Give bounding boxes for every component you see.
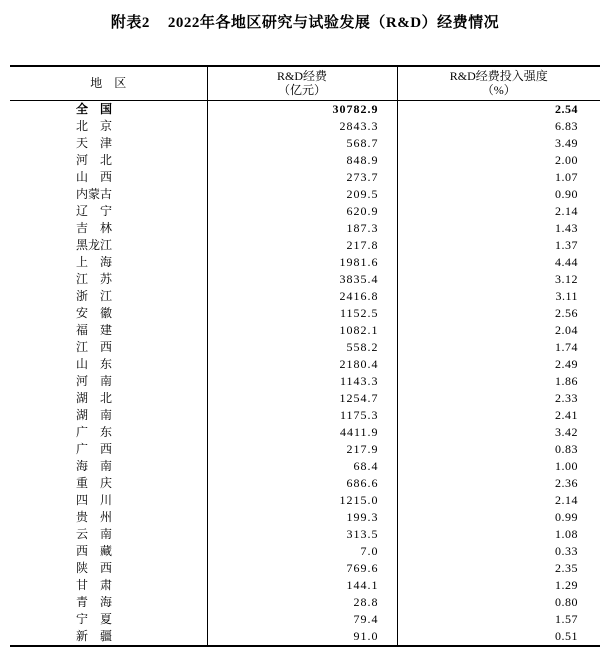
region-cell <box>10 441 207 458</box>
expenditure-cell: 1143.3 <box>207 373 397 390</box>
rd-expenditure-table <box>10 65 600 647</box>
table-row <box>10 560 600 577</box>
intensity-cell: 0.90 <box>397 186 600 203</box>
expenditure-cell: 686.6 <box>207 475 397 492</box>
intensity-cell: 2.36 <box>397 475 600 492</box>
region-cell <box>10 373 207 390</box>
table-row <box>10 220 600 237</box>
region-cell <box>10 118 207 135</box>
page-title <box>0 11 610 32</box>
expenditure-cell: 848.9 <box>207 152 397 169</box>
intensity-cell: 1.57 <box>397 611 600 628</box>
expenditure-cell: 620.9 <box>207 203 397 220</box>
expenditure-cell: 2416.8 <box>207 288 397 305</box>
expenditure-cell: 7.0 <box>207 543 397 560</box>
intensity-cell: 2.41 <box>397 407 600 424</box>
region-name: 重 庆 <box>76 475 113 490</box>
region-cell <box>10 526 207 543</box>
table-row <box>10 135 600 152</box>
table-row <box>10 441 600 458</box>
expenditure-cell: 1082.1 <box>207 322 397 339</box>
region-cell <box>10 560 207 577</box>
expenditure-cell: 1152.5 <box>207 305 397 322</box>
region-name: 广 东 <box>76 424 113 439</box>
table-row <box>10 424 600 441</box>
table-row <box>10 509 600 526</box>
region-cell <box>10 186 207 203</box>
region-name: 浙 江 <box>76 288 113 303</box>
expenditure-header-line2: （亿元） <box>277 82 326 97</box>
region-name: 广 西 <box>76 441 113 456</box>
region-header-cell <box>10 66 207 100</box>
region-name: 辽 宁 <box>76 203 113 218</box>
expenditure-cell: 30782.9 <box>207 100 397 118</box>
expenditure-cell: 3835.4 <box>207 271 397 288</box>
region-cell <box>10 220 207 237</box>
intensity-header-line1: R&D经费投入强度 <box>449 68 548 83</box>
region-cell <box>10 356 207 373</box>
table-header <box>10 66 600 100</box>
expenditure-cell: 769.6 <box>207 560 397 577</box>
expenditure-cell: 4411.9 <box>207 424 397 441</box>
expenditure-cell: 2843.3 <box>207 118 397 135</box>
region-name: 湖 南 <box>76 407 113 422</box>
region-name: 河 北 <box>76 152 113 167</box>
intensity-cell: 0.83 <box>397 441 600 458</box>
expenditure-cell: 568.7 <box>207 135 397 152</box>
expenditure-cell: 558.2 <box>207 339 397 356</box>
intensity-cell: 1.07 <box>397 169 600 186</box>
expenditure-cell: 273.7 <box>207 169 397 186</box>
table-row <box>10 322 600 339</box>
region-cell <box>10 135 207 152</box>
expenditure-cell: 199.3 <box>207 509 397 526</box>
region-name: 北 京 <box>76 118 113 133</box>
table-row <box>10 339 600 356</box>
table-row <box>10 288 600 305</box>
region-name: 江 苏 <box>76 271 113 286</box>
table-row <box>10 407 600 424</box>
intensity-cell: 1.00 <box>397 458 600 475</box>
region-name: 安 徽 <box>76 305 113 320</box>
intensity-header-line2: （%） <box>481 82 516 97</box>
region-name: 宁 夏 <box>76 611 113 626</box>
expenditure-cell: 1981.6 <box>207 254 397 271</box>
intensity-cell: 2.33 <box>397 390 600 407</box>
table-body <box>10 100 600 646</box>
intensity-cell: 3.49 <box>397 135 600 152</box>
region-cell <box>10 152 207 169</box>
table-row <box>10 356 600 373</box>
expenditure-cell: 187.3 <box>207 220 397 237</box>
expenditure-cell: 313.5 <box>207 526 397 543</box>
region-name: 福 建 <box>76 322 113 337</box>
table-row <box>10 254 600 271</box>
region-cell <box>10 475 207 492</box>
region-cell <box>10 305 207 322</box>
expenditure-cell: 217.9 <box>207 441 397 458</box>
region-name: 云 南 <box>76 526 113 541</box>
region-cell <box>10 594 207 611</box>
table-row <box>10 271 600 288</box>
table-row <box>10 203 600 220</box>
region-cell <box>10 237 207 254</box>
expenditure-cell: 144.1 <box>207 577 397 594</box>
table-title-text: 2022年各地区研究与试验发展（R&D）经费情况 <box>167 15 500 31</box>
intensity-cell: 3.12 <box>397 271 600 288</box>
expenditure-header-cell <box>207 66 397 100</box>
intensity-cell: 2.49 <box>397 356 600 373</box>
expenditure-cell: 209.5 <box>207 186 397 203</box>
table-row <box>10 594 600 611</box>
region-cell <box>10 169 207 186</box>
table-row <box>10 577 600 594</box>
table-row <box>10 390 600 407</box>
region-name: 山 西 <box>76 169 113 184</box>
table-row <box>10 492 600 509</box>
region-name: 内蒙古 <box>76 186 113 201</box>
table-row <box>10 475 600 492</box>
region-name: 天 津 <box>76 135 113 150</box>
region-cell <box>10 628 207 646</box>
region-name: 陕 西 <box>76 560 113 575</box>
region-cell <box>10 203 207 220</box>
region-name: 西 藏 <box>76 543 113 558</box>
header-row <box>10 66 600 100</box>
intensity-cell: 1.29 <box>397 577 600 594</box>
region-name: 新 疆 <box>76 628 113 643</box>
region-cell <box>10 492 207 509</box>
expenditure-cell: 91.0 <box>207 628 397 646</box>
intensity-cell: 3.42 <box>397 424 600 441</box>
intensity-cell: 1.86 <box>397 373 600 390</box>
region-cell <box>10 271 207 288</box>
expenditure-cell: 217.8 <box>207 237 397 254</box>
intensity-cell: 1.08 <box>397 526 600 543</box>
intensity-cell: 2.14 <box>397 492 600 509</box>
expenditure-cell: 28.8 <box>207 594 397 611</box>
expenditure-cell: 68.4 <box>207 458 397 475</box>
region-name: 河 南 <box>76 373 113 388</box>
table-row <box>10 237 600 254</box>
region-cell <box>10 611 207 628</box>
intensity-cell: 2.04 <box>397 322 600 339</box>
region-cell <box>10 509 207 526</box>
region-name: 江 西 <box>76 339 113 354</box>
table-row <box>10 100 600 118</box>
region-cell <box>10 322 207 339</box>
table-number-label: 附表2 <box>110 15 150 31</box>
region-header-label: 地 区 <box>90 75 127 90</box>
region-name: 贵 州 <box>76 509 113 524</box>
region-cell <box>10 339 207 356</box>
intensity-cell: 2.35 <box>397 560 600 577</box>
expenditure-cell: 1175.3 <box>207 407 397 424</box>
expenditure-cell: 1215.0 <box>207 492 397 509</box>
table-row <box>10 526 600 543</box>
intensity-cell: 1.37 <box>397 237 600 254</box>
intensity-cell: 2.14 <box>397 203 600 220</box>
region-name: 湖 北 <box>76 390 113 405</box>
expenditure-header-line1: R&D经费 <box>276 68 327 83</box>
intensity-cell: 0.99 <box>397 509 600 526</box>
intensity-cell: 1.74 <box>397 339 600 356</box>
intensity-cell: 1.43 <box>397 220 600 237</box>
region-name: 青 海 <box>76 594 113 609</box>
intensity-cell: 2.56 <box>397 305 600 322</box>
region-cell <box>10 254 207 271</box>
region-cell <box>10 577 207 594</box>
region-cell <box>10 543 207 560</box>
table-row <box>10 611 600 628</box>
intensity-header-cell <box>397 66 600 100</box>
table-row <box>10 186 600 203</box>
region-name: 吉 林 <box>76 220 113 235</box>
region-name: 全 国 <box>76 101 113 116</box>
region-name: 甘 肃 <box>76 577 113 592</box>
region-name: 上 海 <box>76 254 113 269</box>
intensity-cell: 0.51 <box>397 628 600 646</box>
region-cell <box>10 390 207 407</box>
table-row <box>10 305 600 322</box>
intensity-cell: 0.80 <box>397 594 600 611</box>
table-row <box>10 543 600 560</box>
table-row <box>10 373 600 390</box>
table-row <box>10 169 600 186</box>
table-row <box>10 458 600 475</box>
intensity-cell: 3.11 <box>397 288 600 305</box>
intensity-cell: 4.44 <box>397 254 600 271</box>
region-name: 海 南 <box>76 458 113 473</box>
expenditure-cell: 2180.4 <box>207 356 397 373</box>
table-row <box>10 628 600 646</box>
region-cell <box>10 100 207 118</box>
expenditure-cell: 79.4 <box>207 611 397 628</box>
region-cell <box>10 424 207 441</box>
region-cell <box>10 458 207 475</box>
intensity-cell: 6.83 <box>397 118 600 135</box>
table-row <box>10 152 600 169</box>
region-cell <box>10 288 207 305</box>
region-name: 四 川 <box>76 492 113 507</box>
table-row <box>10 118 600 135</box>
intensity-cell: 0.33 <box>397 543 600 560</box>
region-cell <box>10 407 207 424</box>
intensity-cell: 2.54 <box>397 100 600 118</box>
region-name: 山 东 <box>76 356 113 371</box>
region-name: 黑龙江 <box>76 237 113 252</box>
intensity-cell: 2.00 <box>397 152 600 169</box>
expenditure-cell: 1254.7 <box>207 390 397 407</box>
